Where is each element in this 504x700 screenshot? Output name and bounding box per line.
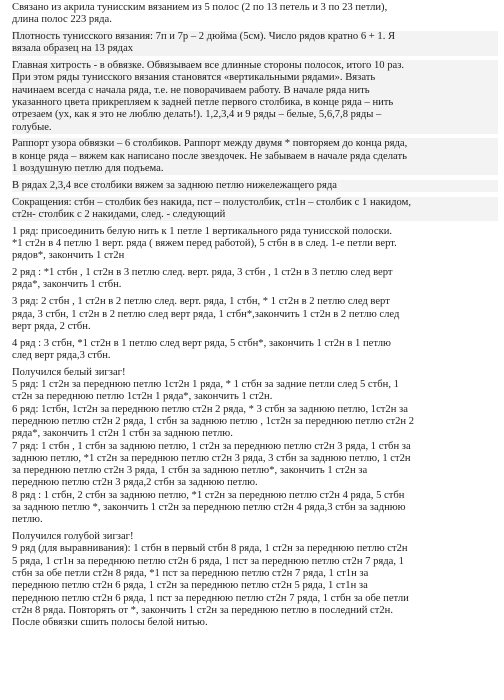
paragraph [12, 226, 498, 263]
text-line: начинаем всегда с начала ряда, т.е. не поворачиваем работу. В начале ряда нить [12, 85, 498, 97]
text-line: 2 ряд : *1 стбн , 1 ст2н в 3 петлю след. верт. ряда, 3 стбн , 1 ст2н в 3 петлю след верт [12, 267, 393, 279]
text-line: ст2н 8 ряда. Повторять от *, закончить 1 ст2н за переднюю петлю в последний ст2н. [12, 604, 394, 616]
text-line: 5 ряда, 1 ст1н за переднюю петлю ст2н 6 ряда, 1 пст за переднюю петлю ст2н 7 ряда, 1 [12, 555, 404, 567]
paragraph [12, 197, 498, 222]
text-line: переднюю петлю ст2н 3 ряда,2 стбн за заднюю петлю. [12, 477, 258, 489]
text-line: голубые. [12, 122, 498, 134]
text-line: 5 ряд: 1 ст2н за переднюю петлю 1ст2н 1 ряда, * 1 стбн за задние петли след 5 стбн, 1 [12, 379, 399, 391]
text-line: ст2н за переднюю петлю 1ст2н 1 ряда*, закончить 1 ст2н. [12, 391, 273, 403]
text-line: след верт ряда,3 стбн. [12, 349, 111, 361]
text-line: ряда*, закончить 1 стбн. [12, 279, 122, 291]
text-line: Получился голубой зигзаг! [12, 531, 134, 543]
text-line: ряда*, закончить 1 ст2н 1 стбн за заднюю петлю. [12, 428, 233, 440]
text-line: вязала образец на 13 рядах [12, 43, 498, 55]
paragraph [12, 180, 498, 192]
text-line: отрезаем (ух, как я это не люблю делать!). 1,2,3,4 и 9 ряды – белые, 5,6,7,8 ряды – [12, 109, 498, 121]
paragraph [12, 267, 498, 292]
text-line: переднюю петлю ст2н 6 ряда, 1 ст2н за переднюю петлю ст2н 5 ряда, 1 ст1н за [12, 580, 368, 592]
text-line: стбн за обе петли ст2н 8 ряда, *1 пст за переднюю петлю ст2н 7 ряда, 1 ст1н за [12, 567, 369, 579]
text-line: верт ряда, 2 стбн. [12, 320, 91, 332]
text-line: 3 ряд: 2 стбн , 1 ст2н в 2 петлю след. верт. ряда, 1 стбн, * 1 ст2н в 2 петлю след верт [12, 296, 390, 308]
text-line: Раппорт узора обвязки – 6 столбиков. Раппорт между двумя * повторяем до конца ряда, [12, 138, 498, 150]
text-line: длина полос 223 ряда. [12, 14, 112, 26]
paragraph [12, 138, 498, 175]
text-line: за заднюю петлю *, закончить 1 ст2н за переднюю петлю ст2н 4 ряда,3 стбн за заднюю [12, 501, 406, 513]
text-line: Главная хитрость - в обвязке. Обвязываем все длинные стороны полосок, итого 10 раз. [12, 60, 498, 72]
text-line: ст2н- столбик с 2 накидами, след. - следующий [12, 209, 498, 221]
text-line: 1 ряд: присоединить белую нить к 1 петле 1 вертикального ряда тунисской полоски. [12, 225, 393, 237]
text-line: переднюю петлю ст2н 6 ряда, 1 пст за переднюю петлю ст2н 7 ряда, 1 стбн за обе петли [12, 592, 409, 604]
text-line: переднюю петлю ст2н 2 ряда, 1 стбн за заднюю петлю , 1ст2н за переднюю петлю ст2н 2 [12, 415, 415, 427]
text-line: *1 ст2н в 4 петлю 1 верт. ряда ( вяжем перед работой), 5 стбн в в след. 1-е петли верт. [12, 238, 397, 250]
paragraph [12, 531, 498, 629]
text-line: 1 воздушную петлю для подъема. [12, 163, 498, 175]
text-line: заднюю петлю, *1 ст2н за переднюю петлю ст2н 3 ряда, 3 стбн за заднюю петлю, 1 ст2н [12, 452, 411, 464]
text-line: Получился белый зигзаг! [12, 366, 126, 378]
text-line: за переднюю петлю ст2н 3 ряда, 1 стбн за заднюю петлю*, закончить 1 ст2н за [12, 465, 368, 477]
text-line: После обвязки сшить полосы белой нитью. [12, 617, 208, 629]
text-line: 8 ряд : 1 стбн, 2 стбн за заднюю петлю, *1 ст2н за переднюю петлю ст2н 4 ряда, 5 стбн [12, 489, 405, 501]
text-line: в конце ряда – вяжем как написано после звездочек. Не забываем в начале ряда сделать [12, 151, 498, 163]
text-line: рядов*, закончить 1 ст2н [12, 250, 125, 262]
document-body [12, 2, 498, 629]
paragraph [12, 367, 498, 527]
text-line: указанного цвета прикрепляем к задней петле первого столбика, в конце ряда – нить [12, 97, 498, 109]
paragraph [12, 296, 498, 333]
text-line: В рядах 2,3,4 все столбики вяжем за заднюю петлю нижележащего ряда [12, 180, 498, 192]
paragraph [12, 2, 498, 27]
paragraph [12, 60, 498, 134]
text-line: Связано из акрила тунисским вязанием из 5 полос (2 по 13 петель и 3 по 23 петли), [12, 2, 388, 13]
text-line: При этом ряды тунисского вязания становятся «вертикальными рядами». Вязать [12, 72, 498, 84]
text-line: 6 ряд: 1стбн, 1ст2н за переднюю петлю ст2н 2 ряда, * 3 стбн за заднюю петлю, 1ст2н за [12, 403, 408, 415]
text-line: петлю. [12, 514, 43, 526]
paragraph [12, 338, 498, 363]
text-line: Плотность тунисского вязания: 7п и 7р – 2 дюйма (5см). Число рядов кратно 6 + 1. Я [12, 31, 498, 43]
paragraph [12, 31, 498, 56]
text-line: Сокращения: стбн – столбик без накида, пст – полустолбик, ст1н – столбик с 1 накидом, [12, 197, 498, 209]
text-line: 7 ряд: 1 стбн , 1 стбн за заднюю петлю, 1 ст2н за переднюю петлю ст2н 3 ряда, 1 стбн за [12, 440, 411, 452]
text-line: 9 ряд (для выравнивания): 1 стбн в первый стбн 8 ряда, 1 ст2н за переднюю петлю ст2н [12, 543, 408, 555]
text-line: 4 ряд : 3 стбн, *1 ст2н в 1 петлю след верт ряда, 5 стбн*, закончить 1 ст2н в 1 петлю [12, 337, 391, 349]
text-line: ряда, 3 стбн, 1 ст2н в 2 петлю след верт ряда, 1 стбн*,закончить 1 ст2н в 2 петлю след [12, 308, 400, 320]
